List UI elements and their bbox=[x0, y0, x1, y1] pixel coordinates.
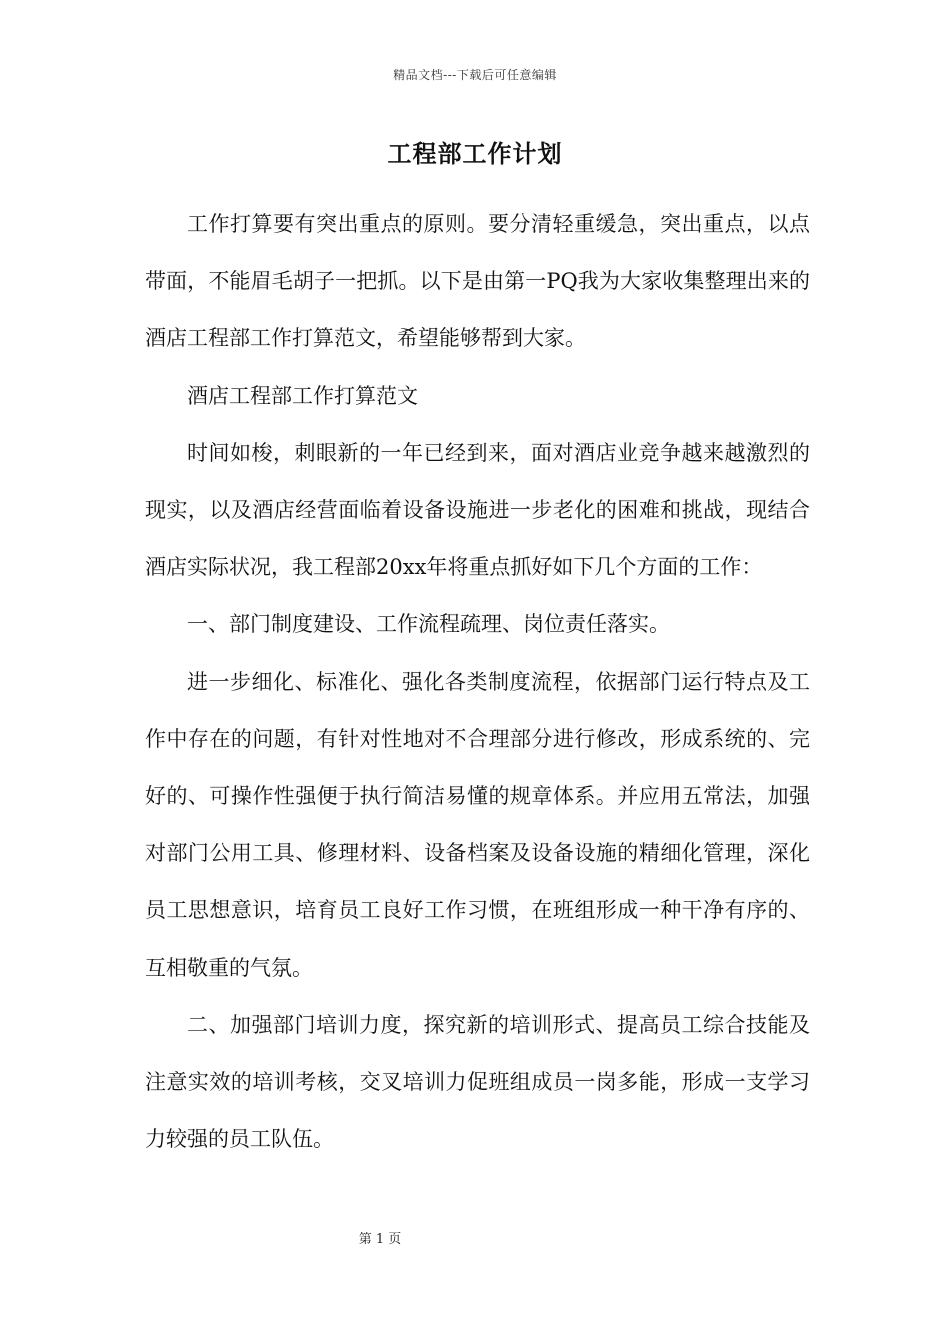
paragraph-section-1-body: 进一步细化、标准化、强化各类制度流程，依据部门运行特点及工作中存在的问题，有针对性地对不合理部分进行修改，形成系统的、完好的、可操作性强便于执行简洁易懂的规章体系。并应用五常法，加强对部门公用工具、修理材料、设备档案及设备设施的精细化管理，深化员工思想意识，培育员工良好工作习惯，在班组形成一种干净有序的、互相敬重的气氛。 bbox=[145, 669, 810, 980]
paragraph-section-1-heading: 一、部门制度建设、工作流程疏理、岗位责任落实。 bbox=[187, 612, 670, 637]
paragraph-overview: 时间如梭，刺眼新的一年已经到来，面对酒店业竞争越来越激烈的现实，以及酒店经营面临着设备设施进一步老化的困难和挑战，现结合酒店实际状况，我工程部20xx年将重点抓好如下几个方面的工作： bbox=[145, 440, 810, 580]
paragraph-section-2: 二、加强部门培训力度，探究新的培训形式、提高员工综合技能及注意实效的培训考核，交叉培训力促班组成员一岗多能，形成一支学习力较强的员工队伍。 bbox=[145, 1012, 810, 1152]
paragraph-subtitle: 酒店工程部工作打算范文 bbox=[187, 383, 418, 408]
page-number: 第 1 页 bbox=[358, 1232, 402, 1247]
header-note: 精品文档---下载后可任意编辑 bbox=[393, 68, 557, 82]
paragraph-intro: 工作打算要有突出重点的原则。要分清轻重缓急，突出重点，以点带面，不能眉毛胡子一把抓。以下是由第一PQ我为大家收集整理出来的酒店工程部工作打算范文，希望能够帮到大家。 bbox=[145, 212, 810, 351]
document-body bbox=[145, 196, 810, 1168]
document-title: 工程部工作计划 bbox=[387, 139, 563, 168]
